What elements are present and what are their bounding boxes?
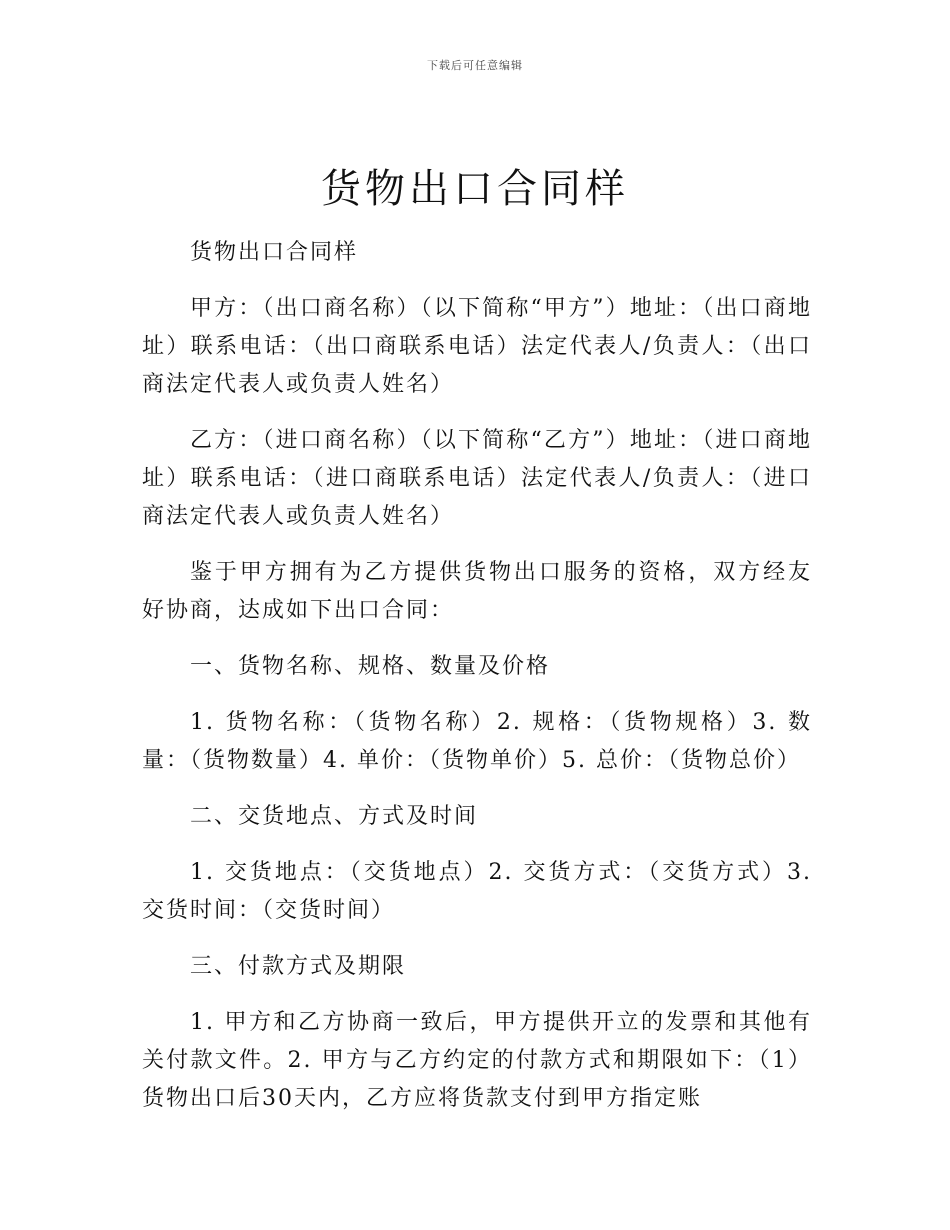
paragraph-delivery-details: 1. 交货地点：（交货地点）2. 交货方式：（交货方式）3. 交货时间：（交货时间） (142, 860, 812, 923)
paragraph-preamble: 鉴于甲方拥有为乙方提供货物出口服务的资格，双方经友好协商，达成如下出口合同： (142, 560, 812, 623)
section-heading-payment: 三、付款方式及期限 (190, 954, 407, 979)
header-note: 下载后可任意编辑 (427, 59, 523, 72)
paragraph-subtitle: 货物出口合同样 (190, 240, 359, 265)
paragraph-goods-details: 1. 货物名称：（货物名称）2. 规格：（货物规格）3. 数量：（货物数量）4. 单价：（货物单价）5. 总价：（货物总价） (142, 710, 812, 773)
section-heading-goods: 一、货物名称、规格、数量及价格 (190, 654, 551, 679)
paragraph-party-b: 乙方：（进口商名称）（以下简称“乙方”）地址：（进口商地址）联系电话：（进口商联系电话）法定代表人/负责人：（进口商法定代表人或负责人姓名） (142, 428, 812, 529)
section-heading-delivery: 二、交货地点、方式及时间 (190, 804, 479, 829)
document-body (142, 234, 812, 1136)
paragraph-payment-details: 1. 甲方和乙方协商一致后，甲方提供开立的发票和其他有关付款文件。2. 甲方与乙方约定的付款方式和期限如下：（1）货物出口后30天内，乙方应将货款支付到甲方指定账 (142, 1010, 812, 1111)
paragraph-party-a: 甲方：（出口商名称）（以下简称“甲方”）地址：（出口商地址）联系电话：（出口商联系电话）法定代表人/负责人：（出口商法定代表人或负责人姓名） (142, 296, 812, 397)
document-title: 货物出口合同样 (321, 166, 629, 212)
